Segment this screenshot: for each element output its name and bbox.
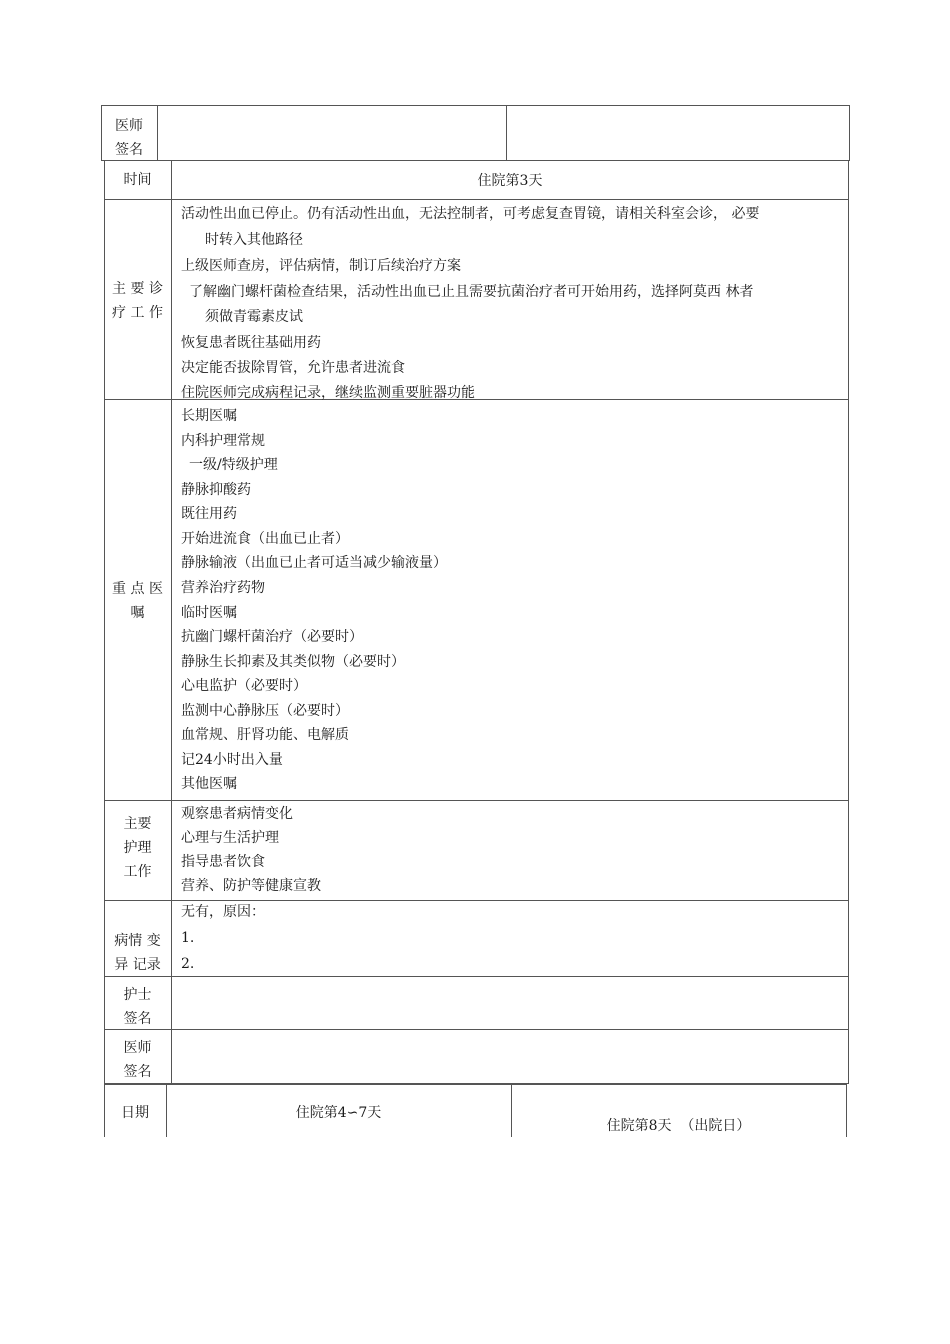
variation-item: 1. — [181, 930, 195, 946]
orders-item: 开始进流食（出血已止者） — [181, 531, 349, 547]
nursing-item: 心理与生活护理 — [181, 830, 279, 846]
orders-item: 监测中心静脉压（必要时） — [181, 703, 349, 719]
variation-item: 2. — [181, 956, 195, 972]
diagnosis-item: 恢复患者既往基础用药 — [181, 335, 321, 351]
orders-item: 静脉输液（出血已止者可适当减少输液量） — [181, 555, 447, 571]
nursing-label: 主要 护理 工作 — [123, 816, 152, 880]
day-4-7-header: 住院第4∽7天 — [295, 1105, 382, 1121]
nursing-item: 观察患者病情变化 — [181, 806, 293, 822]
top-sign-block — [101, 105, 850, 161]
orders-item: 内科护理常规 — [181, 433, 265, 449]
main-label-divider — [171, 160, 172, 1084]
variation-label: 病情 变 异 记录 — [114, 933, 161, 973]
orders-label: 重 点 医 嘱 — [112, 581, 163, 621]
nursing-item: 指导患者饮食 — [181, 854, 265, 870]
row-divider — [104, 976, 849, 977]
doctor-sign-label: 医师 签名 — [123, 1040, 152, 1080]
diagnosis-item: 时转入其他路径 — [205, 232, 303, 248]
date-label: 日期 — [121, 1105, 149, 1121]
orders-item: 其他医嘱 — [181, 776, 237, 792]
orders-item: 抗幽门螺杆菌治疗（必要时） — [181, 629, 363, 645]
variation-item: 无有，原因： — [181, 904, 265, 920]
orders-item: 长期医嘱 — [181, 408, 237, 424]
orders-item: 临时医嘱 — [181, 605, 237, 621]
diagnosis-item: 决定能否拔除胃管，允许患者进流食 — [181, 360, 405, 376]
diagnosis-item: 须做青霉素皮试 — [205, 309, 303, 325]
orders-item: 既往用药 — [181, 506, 237, 522]
day-8-header: 住院第8天 （出院日） — [606, 1118, 751, 1134]
orders-item: 静脉抑酸药 — [181, 482, 251, 498]
nurse-sign-label: 护士 签名 — [123, 987, 152, 1027]
row-divider — [104, 900, 849, 901]
time-label: 时间 — [123, 172, 152, 188]
diagnosis-item: 上级医师查房，评估病情，制订后续治疗方案 — [181, 258, 461, 274]
orders-item: 记24小时出入量 — [181, 752, 283, 768]
orders-item: 静脉生长抑素及其类似物（必要时） — [181, 654, 405, 670]
top-divider-1 — [157, 105, 158, 161]
orders-item: 一级/特级护理 — [189, 457, 278, 473]
diagnosis-label: 主 要 诊 疗 工 作 — [112, 281, 163, 321]
top-divider-2 — [506, 105, 507, 161]
orders-item: 血常规、肝肾功能、电解质 — [181, 727, 349, 743]
diagnosis-item: 住院医师完成病程记录，继续监测重要脏器功能 — [181, 385, 475, 401]
orders-item: 营养治疗药物 — [181, 580, 265, 596]
orders-item: 心电监护（必要时） — [181, 678, 307, 694]
bottom-right-border — [846, 1084, 847, 1137]
nursing-item: 营养、防护等健康宣教 — [181, 878, 321, 894]
row-divider — [104, 800, 849, 801]
diagnosis-item: 活动性出血已停止。仍有活动性出血，无法控制者，可考虑复查胃镜，请相关科室会诊， 必要 — [181, 206, 760, 222]
row-divider — [104, 199, 849, 200]
top-doctor-sign-label: 医师 签名 — [115, 118, 143, 158]
row-divider — [104, 1029, 849, 1030]
diagnosis-item: 了解幽门螺杆菌检查结果，活动性出血已止且需要抗菌治疗者可开始用药，选择阿莫西 林者 — [189, 284, 754, 300]
time-value: 住院第3天 — [477, 173, 543, 189]
bottom-top-border — [104, 1084, 846, 1085]
